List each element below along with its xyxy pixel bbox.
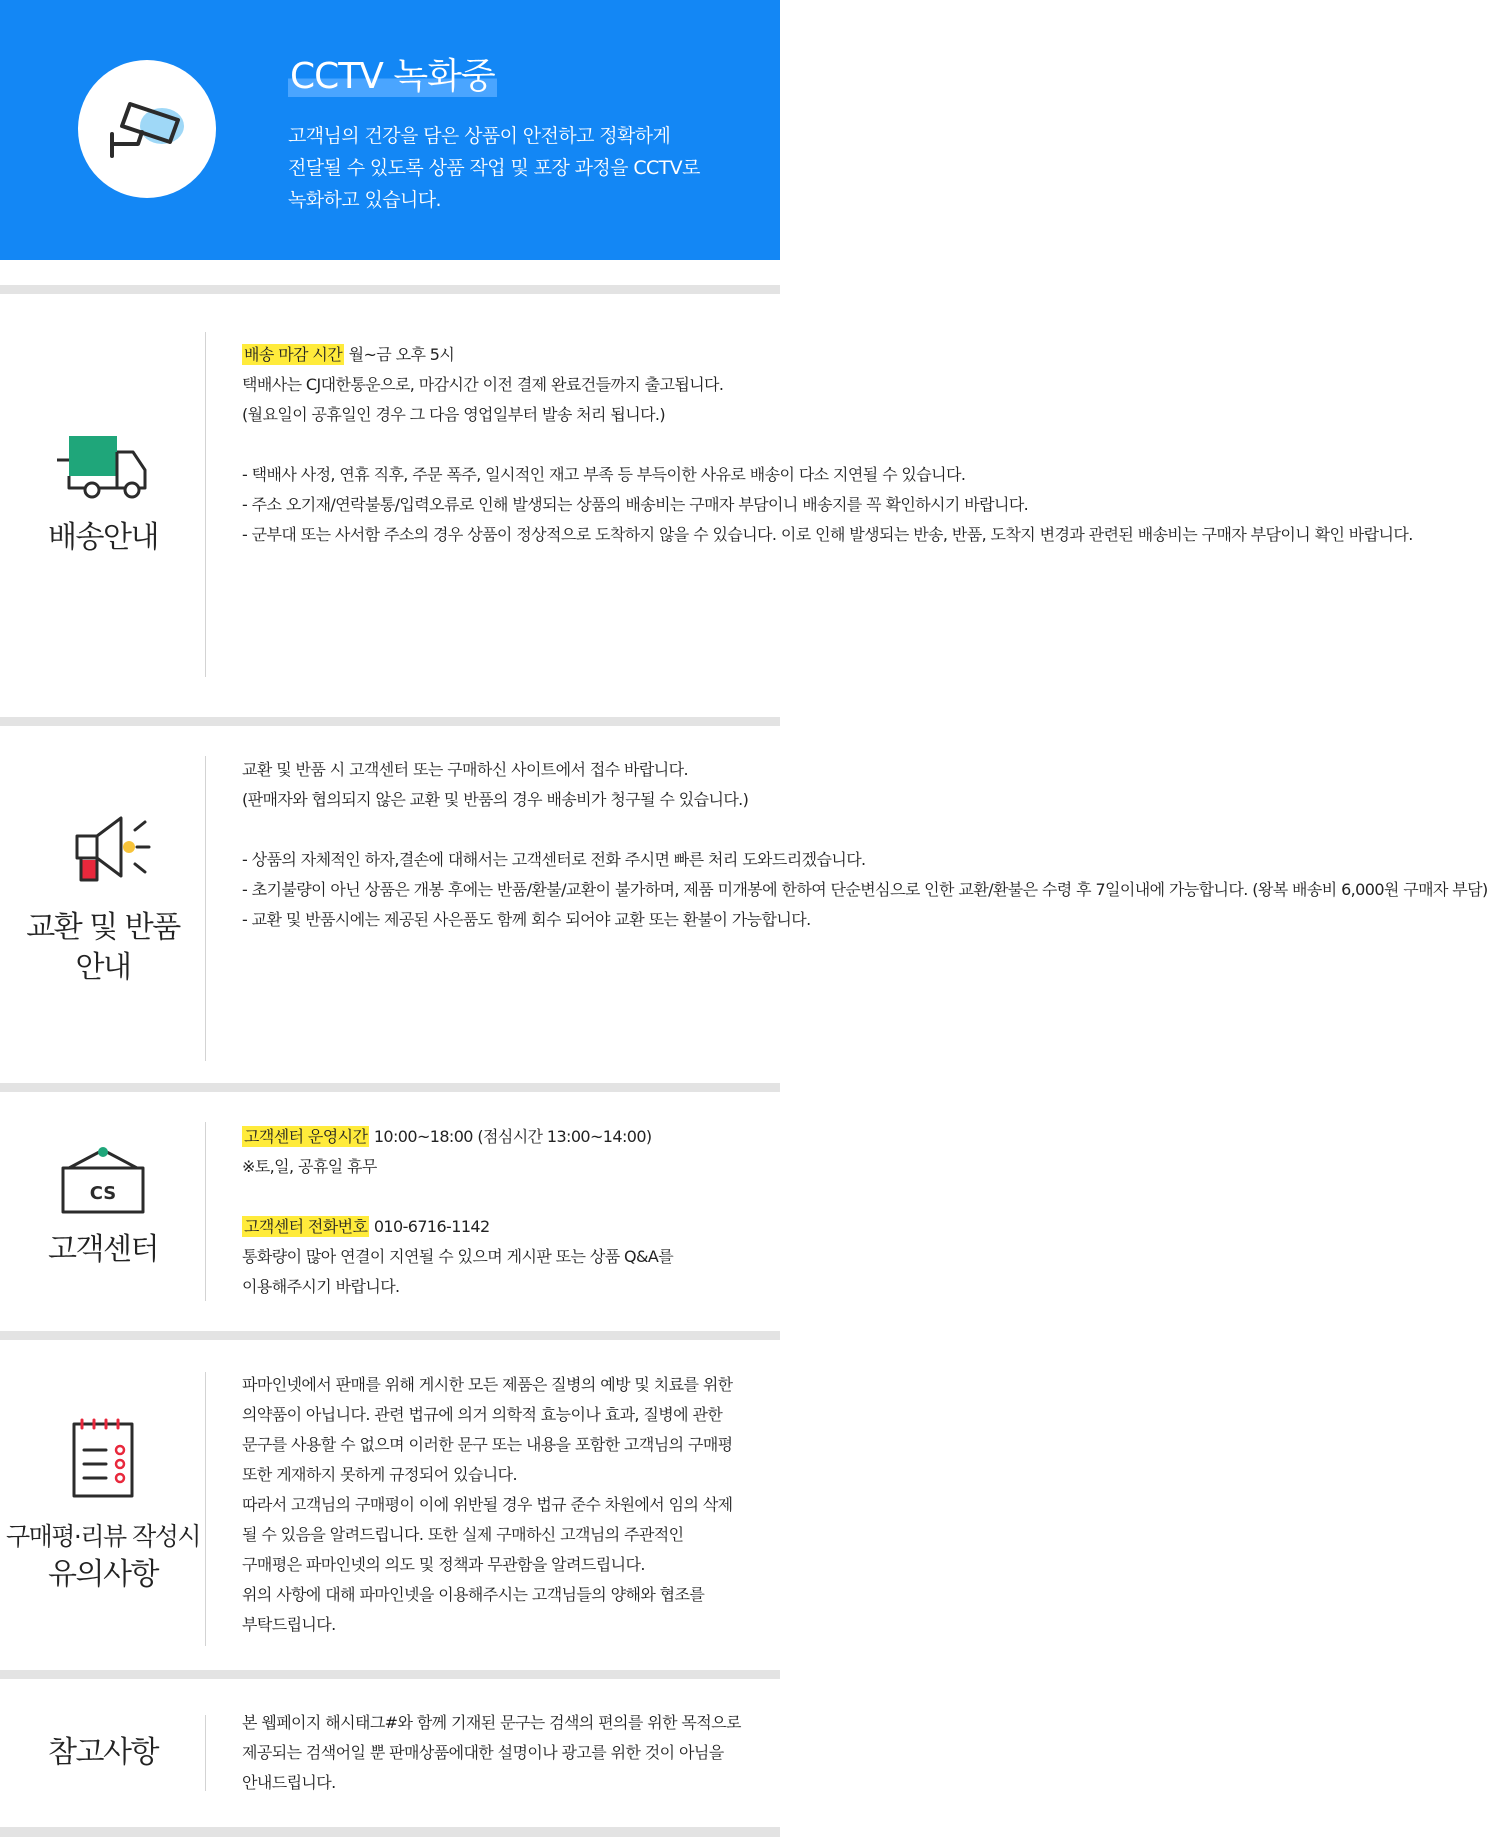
shipping-label: 배송안내 bbox=[48, 520, 158, 555]
review-label-line: 유의사항 bbox=[48, 1557, 158, 1592]
cs-note-line: 통화량이 많아 연결이 지연될 수 있으며 게시판 또는 상품 Q&A를 bbox=[242, 1247, 674, 1266]
exchange-fee-note: (판매자와 협의되지 않은 교환 및 반품의 경우 배송비가 청구될 수 있습니다.) bbox=[242, 790, 749, 809]
banner-desc-line: 전달될 수 있도록 상품 작업 및 포장 과정을 CCTV로 bbox=[288, 157, 700, 179]
review-line: 부탁드립니다. bbox=[242, 1615, 336, 1634]
cs-label: 고객센터 bbox=[48, 1232, 158, 1267]
cs-content bbox=[242, 1122, 754, 1302]
review-line: 될 수 있음을 알려드립니다. 또한 실제 구매하신 고객님의 주관적인 bbox=[242, 1525, 684, 1544]
review-label bbox=[0, 1518, 206, 1594]
megaphone-icon bbox=[55, 814, 151, 894]
cctv-icon-circle bbox=[78, 60, 216, 198]
exchange-bullet: - 초기불량이 아닌 상품은 개봉 후에는 반품/환불/교환이 불가하며, 제품 미개봉에 한하여 단순변심으로 인한 교환/환불은 수령 후 7일이내에 가능합니다. (왕복 배송비 6,000원 구매자 부담) bbox=[242, 880, 1488, 899]
vertical-divider bbox=[205, 1122, 206, 1301]
section-divider bbox=[0, 1670, 780, 1679]
reference-line: 본 웹페이지 해시태그#와 함께 기재된 문구는 검색의 편의를 위한 목적으로 bbox=[242, 1713, 741, 1732]
review-line: 또한 게재하지 못하게 규정되어 있습니다. bbox=[242, 1465, 517, 1484]
vertical-divider bbox=[205, 756, 206, 1061]
section-divider bbox=[0, 285, 780, 294]
cs-side bbox=[0, 1146, 206, 1270]
exchange-side bbox=[0, 814, 206, 988]
reference-line: 안내드립니다. bbox=[242, 1773, 336, 1792]
cctv-banner bbox=[0, 0, 780, 260]
vertical-divider bbox=[205, 1715, 206, 1791]
banner-desc-line: 고객님의 건강을 담은 상품이 안전하고 정확하게 bbox=[288, 125, 671, 147]
section-divider bbox=[0, 1083, 780, 1092]
reference-line: 제공되는 검색어일 뿐 판매상품에대한 설명이나 광고를 위한 것이 아님을 bbox=[242, 1743, 724, 1762]
review-line: 파마인넷에서 판매를 위해 게시한 모든 제품은 질병의 예방 및 치료를 위한 bbox=[242, 1375, 733, 1394]
reference-section bbox=[0, 1679, 780, 1827]
cs-sign-icon bbox=[55, 1146, 151, 1216]
section-divider bbox=[0, 1827, 780, 1837]
delivery-truck-icon bbox=[55, 432, 151, 504]
carrier-text: 택배사는 CJ대한통운으로, 마감시간 이전 결제 완료건들까지 출고됩니다. bbox=[242, 375, 724, 394]
phone-highlight: 고객센터 전화번호 bbox=[244, 1217, 368, 1236]
hours-value: 10:00~18:00 (점심시간 13:00~14:00) bbox=[369, 1127, 652, 1146]
shipping-side bbox=[0, 432, 206, 558]
section-divider bbox=[0, 717, 780, 726]
shipping-section bbox=[0, 294, 1413, 717]
exchange-bullet: - 상품의 자체적인 하자,결손에 대해서는 고객센터로 전화 주시면 빠른 처리 도와드리겠습니다. bbox=[242, 850, 866, 869]
cs-icon-text: CS bbox=[89, 1183, 117, 1204]
exchange-bullet: - 교환 및 반품시에는 제공된 사은품도 함께 회수 되어야 교환 또는 환불이 가능합니다. bbox=[242, 910, 811, 929]
banner-desc-line: 녹화하고 있습니다. bbox=[288, 189, 441, 211]
exchange-label-line: 교환 및 반품 bbox=[26, 910, 180, 945]
holiday-text: ※토,일, 공휴일 휴무 bbox=[242, 1157, 377, 1176]
shipping-bullet: - 주소 오기재/연락불통/입력오류로 인해 발생되는 상품의 배송비는 구매자 부담이니 배송지를 꼭 확인하시기 바랍니다. bbox=[242, 495, 1029, 514]
exchange-label bbox=[0, 908, 206, 988]
review-line: 문구를 사용할 수 없으며 이러한 문구 또는 내용을 포함한 고객님의 구매평 bbox=[242, 1435, 733, 1454]
shipping-content bbox=[242, 340, 1413, 550]
shipping-bullet: - 택배사 사정, 연휴 직후, 주문 폭주, 일시적인 재고 부족 등 부득이한 사유로 배송이 다소 지연될 수 있습니다. bbox=[242, 465, 966, 484]
cs-note-line: 이용해주시기 바랍니다. bbox=[242, 1277, 400, 1296]
deadline-value: 월~금 오후 5시 bbox=[344, 345, 455, 364]
exchange-section bbox=[0, 726, 1488, 1083]
deadline-highlight: 배송 마감 시간 bbox=[244, 345, 343, 364]
phone-value: 010-6716-1142 bbox=[369, 1217, 490, 1236]
review-line: 따라서 고객님의 구매평이 이에 위반될 경우 법규 준수 차원에서 임의 삭제 bbox=[242, 1495, 733, 1514]
holiday-note: (월요일이 공휴일인 경우 그 다음 영업일부터 발송 처리 됩니다.) bbox=[242, 405, 666, 424]
review-label-line: 구매평·리뷰 작성시 bbox=[5, 1522, 201, 1551]
review-line: 구매평은 파마인넷의 의도 및 정책과 무관함을 알려드립니다. bbox=[242, 1555, 645, 1574]
exchange-content bbox=[242, 755, 1488, 935]
cctv-camera-icon bbox=[100, 82, 194, 176]
banner-description bbox=[288, 120, 748, 216]
review-section bbox=[0, 1340, 780, 1670]
exchange-intro: 교환 및 반품 시 고객센터 또는 구매하신 사이트에서 접수 바랍니다. bbox=[242, 760, 688, 779]
vertical-divider bbox=[205, 1372, 206, 1646]
shipping-bullet: - 군부대 또는 사서함 주소의 경우 상품이 정상적으로 도착하지 않을 수 있습니다. 이로 인해 발생되는 반송, 반품, 도착지 변경과 관련된 배송비는 구매자 부담이니 확인 바랍니다. bbox=[242, 525, 1413, 544]
review-side bbox=[0, 1416, 206, 1594]
checklist-icon bbox=[68, 1416, 138, 1498]
reference-side bbox=[0, 1733, 206, 1773]
review-line: 위의 사항에 대해 파마인넷을 이용해주시는 고객님들의 양해와 협조를 bbox=[242, 1585, 705, 1604]
banner-title bbox=[288, 48, 497, 99]
vertical-divider bbox=[205, 332, 206, 677]
reference-content bbox=[242, 1708, 754, 1798]
reference-label: 참고사항 bbox=[48, 1735, 158, 1770]
exchange-label-line: 안내 bbox=[75, 950, 131, 985]
banner-title-text: CCTV 녹화중 bbox=[290, 56, 495, 97]
review-line: 의약품이 아닙니다. 관련 법규에 의거 의학적 효능이나 효과, 질병에 관한 bbox=[242, 1405, 723, 1424]
section-divider bbox=[0, 1331, 780, 1340]
hours-highlight: 고객센터 운영시간 bbox=[244, 1127, 368, 1146]
review-content bbox=[242, 1370, 754, 1640]
customer-center-section bbox=[0, 1092, 780, 1331]
